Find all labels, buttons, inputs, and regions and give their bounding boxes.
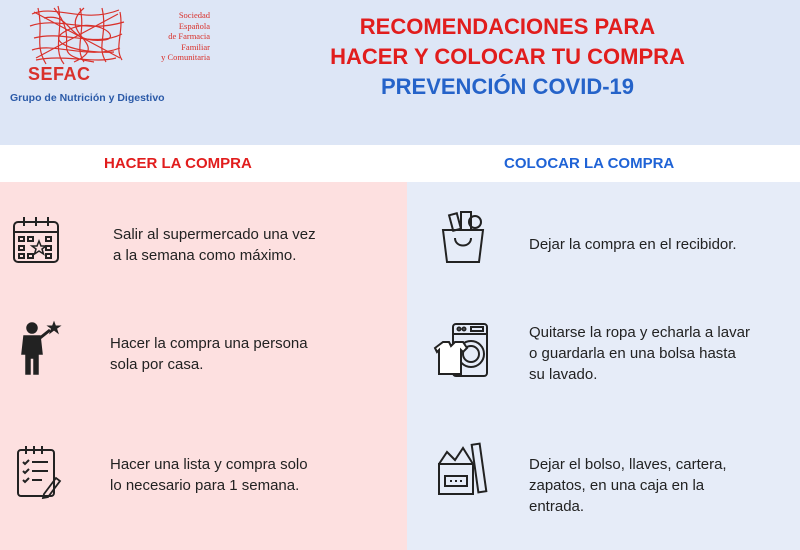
sefac-logo	[10, 4, 210, 114]
header	[0, 0, 800, 145]
right-item-1-text	[529, 234, 737, 255]
text-line: lo necesario para 1 semana.	[110, 477, 300, 494]
person-icon	[12, 320, 68, 376]
logo-org-line: Sociedad	[178, 10, 210, 20]
page-title	[270, 12, 745, 102]
text-line: sola por casa.	[110, 356, 204, 373]
left-item-2-text	[110, 333, 308, 375]
title-line-1: RECOMENDACIONES PARA	[359, 14, 656, 39]
left-item-1-text	[113, 224, 316, 266]
text-line: Hacer una lista y compra solo	[110, 456, 308, 473]
right-heading-text: COLOCAR LA COMPRA	[504, 155, 675, 172]
logo-org-line: Española	[178, 20, 210, 31]
shopping-bag-icon	[435, 208, 491, 264]
title-line-3: PREVENCIÓN COVID-19	[380, 74, 635, 99]
text-line: o guardarla en una bolsa hasta	[529, 345, 736, 362]
title-line-2: HACER Y COLOCAR TU COMPRA	[330, 44, 685, 69]
logo-org-line: y Comunitaria	[161, 52, 210, 62]
text-line: entrada.	[529, 498, 585, 515]
logo-org-line: Familiar	[181, 41, 210, 52]
washing-machine-icon	[433, 322, 489, 378]
logo-group-name: Grupo de Nutrición y Digestivo	[10, 92, 165, 104]
right-column-heading	[400, 145, 800, 182]
logo-organization	[120, 10, 210, 63]
text-line: zapatos, en una caja en la	[529, 477, 705, 494]
text-line: Dejar la compra en el recibidor.	[529, 236, 737, 253]
text-line: su lavado.	[529, 366, 598, 383]
left-column	[0, 182, 407, 550]
logo-org-line: de Farmacia	[168, 31, 210, 41]
text-line: a la semana como máximo.	[113, 247, 297, 264]
right-item-3-text	[529, 454, 727, 517]
box-icon	[433, 440, 489, 496]
logo-scribble-icon	[24, 4, 134, 66]
checklist-icon	[10, 444, 66, 500]
text-line: Dejar el bolso, llaves, cartera,	[529, 456, 727, 473]
right-item-2-text	[529, 322, 750, 385]
left-item-3-text	[110, 454, 308, 496]
left-column-heading	[0, 145, 400, 182]
text-line: Hacer la compra una persona	[110, 335, 308, 352]
calendar-icon	[8, 212, 64, 268]
text-line: Quitarse la ropa y echarla a lavar	[529, 324, 750, 341]
right-column	[407, 182, 800, 550]
logo-name: SEFAC	[28, 64, 91, 84]
text-line: Salir al supermercado una vez	[113, 226, 316, 243]
left-heading-text: HACER LA COMPRA	[104, 155, 252, 172]
